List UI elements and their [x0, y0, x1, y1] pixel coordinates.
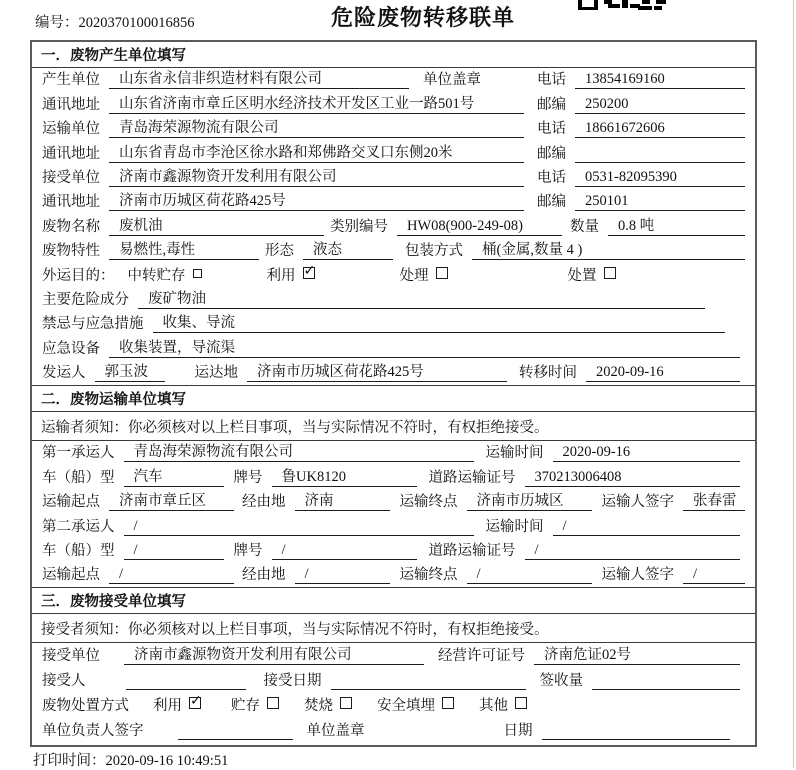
destination-label: 运达地	[194, 365, 238, 382]
zip-label: 邮编	[537, 145, 566, 162]
date-label: 日期	[503, 722, 533, 739]
phone-value: 0531-82095390	[575, 169, 745, 187]
purpose-option-dispose	[568, 264, 616, 285]
origin-value: 济南市章丘区	[109, 489, 234, 511]
zip-value	[575, 162, 745, 163]
print-time-value: 2020-09-16 10:49:51	[105, 753, 229, 769]
carrier-value: 青岛海荣源物流有限公司	[124, 440, 474, 462]
purpose-option-utilize	[267, 264, 315, 285]
checkbox-icon	[189, 697, 201, 709]
unit-seal-label: 单位盖章	[423, 72, 481, 89]
carrier-value: /	[124, 518, 474, 536]
hazard-value: 废矿物油	[138, 287, 705, 309]
acceptor-label: 接受人	[42, 673, 86, 690]
zip-label: 邮编	[537, 96, 566, 113]
row-first-route	[32, 490, 755, 514]
receiver-notice: 接受者须知：你必须核对以上栏目事项，当与实际情况不符时，有权拒绝接受。	[32, 614, 755, 643]
permit-value: 济南危证02号	[534, 643, 740, 665]
option-label: 处置	[567, 267, 597, 284]
row-receiver-address	[32, 190, 755, 214]
transporter-label: 运输单位	[42, 121, 100, 138]
row-waste-character	[32, 239, 755, 263]
option-label: 中转贮存	[127, 267, 186, 284]
accept-date-value	[331, 689, 526, 690]
serial-value: 2020370100016856	[78, 15, 195, 31]
endpoint-label: 运输终点	[399, 494, 458, 511]
row-purpose	[32, 263, 755, 287]
purpose-option-treat	[400, 264, 448, 285]
carrier-sign-label: 运输人签字	[601, 567, 674, 584]
checkbox-icon	[303, 267, 315, 279]
row-transporter-address	[32, 141, 755, 165]
receiver-value: 济南市鑫源物资开发利用有限公司	[109, 165, 524, 187]
packing-value: 桶(金属,数量 4 )	[472, 238, 745, 260]
purpose-option-transfer-storage	[128, 264, 202, 285]
print-time	[33, 749, 228, 770]
transport-time-label: 运输时间	[485, 445, 544, 462]
checkbox-icon	[604, 267, 616, 279]
endpoint-label: 运输终点	[399, 567, 458, 584]
row-second-carrier	[32, 514, 755, 538]
page-title: 危险废物转移联单	[331, 5, 516, 30]
plate-label: 牌号	[233, 543, 263, 560]
transport-time-label: 运输时间	[485, 518, 544, 535]
row-second-route	[32, 563, 755, 587]
carrier-sign-label: 运输人签字	[601, 494, 674, 511]
option-label: 安全填埋	[377, 697, 435, 714]
waste-name-value: 废机油	[109, 214, 324, 236]
carrier-label: 第二承运人	[42, 518, 115, 535]
road-license-label: 道路运输证号	[428, 469, 516, 486]
section-2-heading: 二．废物运输单位填写	[32, 385, 755, 412]
receipt-qty-value	[592, 689, 740, 690]
carrier-sign-value: /	[683, 566, 745, 584]
shipper-value: 郭玉波	[95, 360, 165, 382]
row-taboo-measures	[32, 312, 755, 336]
row-producer-address	[32, 92, 755, 116]
shipper-label: 发运人	[42, 365, 86, 382]
checkbox-icon	[515, 697, 527, 709]
carrier-sign-value: 张春雷	[683, 489, 745, 511]
row-disposal-method	[32, 693, 755, 718]
transport-time-value: /	[553, 518, 741, 536]
checkbox-icon	[436, 267, 448, 279]
row-first-vehicle	[32, 465, 755, 489]
plate-label: 牌号	[233, 469, 263, 486]
vehicle-type-label: 车（船）型	[42, 469, 115, 486]
vehicle-type-label: 车（船）型	[42, 543, 115, 560]
option-label: 利用	[153, 697, 182, 714]
disposal-option-landfill	[377, 694, 454, 715]
accept-unit-value: 济南市鑫源物资开发利用有限公司	[124, 643, 424, 665]
address-value: 济南市历城区荷花路425号	[109, 189, 524, 211]
checkbox-icon	[340, 697, 352, 709]
checkbox-icon	[267, 697, 279, 709]
road-license-value: /	[525, 542, 741, 560]
section-1-body	[32, 68, 755, 385]
transfer-time-label: 转移时间	[519, 365, 577, 382]
option-label: 利用	[266, 267, 296, 284]
section-3-heading: 三．废物接受单位填写	[32, 587, 755, 614]
transfer-time-value: 2020-09-16	[586, 364, 740, 382]
vehicle-type-value: 汽车	[124, 465, 224, 487]
phone-label: 电话	[537, 121, 566, 138]
purpose-label: 外运目的：	[42, 267, 115, 284]
date-value	[542, 739, 731, 740]
character-label: 废物特性	[42, 243, 100, 260]
disposal-option-other	[479, 694, 527, 715]
chief-sign-label: 单位负责人签字	[42, 722, 144, 739]
receiver-label: 接受单位	[42, 169, 100, 186]
plate-value: /	[272, 542, 417, 560]
disposal-option-storage	[231, 694, 279, 715]
chief-sign-value	[178, 739, 293, 740]
row-transporter	[32, 117, 755, 141]
equipment-value: 收集装置，导流渠	[109, 336, 740, 358]
phone-value: 13854169160	[575, 71, 745, 89]
checkbox-icon	[442, 697, 454, 709]
hazard-label: 主要危险成分	[42, 291, 129, 308]
via-label: 经由地	[242, 494, 286, 511]
via-value: /	[295, 566, 390, 584]
row-receiver	[32, 166, 755, 190]
destination-value: 济南市历城区荷花路425号	[247, 360, 507, 382]
transport-time-value: 2020-09-16	[553, 444, 741, 462]
quantity-value: 0.8 吨	[608, 214, 745, 236]
form-state-label: 形态	[265, 243, 294, 260]
accept-date-label: 接受日期	[263, 673, 322, 690]
row-producer	[32, 68, 755, 92]
equipment-label: 应急设备	[42, 340, 100, 357]
section-1-heading: 一．废物产生单位填写	[32, 42, 755, 68]
page-right-edge	[793, 0, 794, 768]
via-value: 济南	[295, 489, 390, 511]
zip-label: 邮编	[537, 194, 566, 211]
category-label: 类别编号	[330, 218, 388, 235]
row-waste-name	[32, 214, 755, 238]
row-shipper	[32, 361, 755, 385]
packing-label: 包装方式	[405, 243, 463, 260]
print-time-label: 打印时间：	[33, 753, 106, 769]
quantity-label: 数量	[570, 218, 599, 235]
waste-name-label: 废物名称	[42, 218, 100, 235]
option-label: 焚烧	[304, 697, 333, 714]
option-label: 贮存	[231, 697, 260, 714]
zip-value: 250200	[575, 96, 745, 114]
row-emergency-equipment	[32, 336, 755, 360]
address-value: 山东省青岛市李沧区徐水路和郑佛路交叉口东侧20米	[109, 141, 524, 163]
section-3-body	[32, 643, 755, 742]
disposal-label: 废物处置方式	[42, 697, 129, 714]
zip-value: 250101	[575, 193, 745, 211]
section-2-body	[32, 441, 755, 587]
serial-number	[35, 11, 195, 32]
address-label: 通讯地址	[42, 145, 100, 162]
address-label: 通讯地址	[42, 194, 100, 211]
unit-seal-label: 单位盖章	[306, 722, 365, 739]
row-hazard-component	[32, 288, 755, 312]
producer-value: 山东省永信非织造材料有限公司	[109, 67, 409, 89]
category-value: HW08(900-249-08)	[397, 218, 562, 236]
origin-label: 运输起点	[42, 567, 100, 584]
serial-label: 编号：	[35, 15, 79, 31]
disposal-option-utilize	[153, 694, 201, 715]
accept-unit-label: 接受单位	[42, 648, 100, 665]
character-value: 易燃性,毒性	[109, 238, 259, 260]
carrier-label: 第一承运人	[42, 445, 115, 462]
transfer-manifest-form	[30, 40, 757, 747]
row-chief-signature	[32, 718, 755, 743]
endpoint-value: /	[467, 566, 592, 584]
vehicle-type-value: /	[124, 542, 224, 560]
form-state-value: 液态	[303, 238, 393, 260]
endpoint-value: 济南市历城区	[467, 489, 592, 511]
acceptor-value	[126, 689, 246, 690]
origin-value: /	[109, 566, 234, 584]
origin-label: 运输起点	[42, 494, 100, 511]
option-label: 处理	[399, 267, 429, 284]
qr-code-fragment-icon	[578, 0, 668, 11]
road-license-value: 370213006408	[525, 469, 741, 487]
address-value: 山东省济南市章丘区明水经济技术开发区工业一路501号	[109, 92, 524, 114]
checkbox-icon	[193, 269, 202, 278]
phone-label: 电话	[537, 72, 566, 89]
row-acceptor	[32, 668, 755, 693]
phone-label: 电话	[537, 169, 566, 186]
transporter-notice: 运输者须知：你必须核对以上栏目事项，当与实际情况不符时，有权拒绝接受。	[32, 412, 755, 441]
transporter-value: 青岛海荣源物流有限公司	[109, 116, 524, 138]
taboo-label: 禁忌与应急措施	[42, 316, 144, 333]
receipt-qty-label: 签收量	[539, 673, 583, 690]
address-label: 通讯地址	[42, 96, 100, 113]
road-license-label: 道路运输证号	[428, 543, 516, 560]
permit-label: 经营许可证号	[438, 648, 525, 665]
disposal-option-incinerate	[304, 694, 352, 715]
row-second-vehicle	[32, 539, 755, 563]
row-accept-unit	[32, 643, 755, 668]
plate-value: 鲁UK8120	[272, 465, 417, 487]
row-first-carrier	[32, 441, 755, 465]
phone-value: 18661672606	[575, 120, 745, 138]
producer-label: 产生单位	[42, 72, 100, 89]
option-label: 其他	[479, 697, 508, 714]
via-label: 经由地	[242, 567, 286, 584]
taboo-value: 收集、导流	[153, 311, 726, 333]
